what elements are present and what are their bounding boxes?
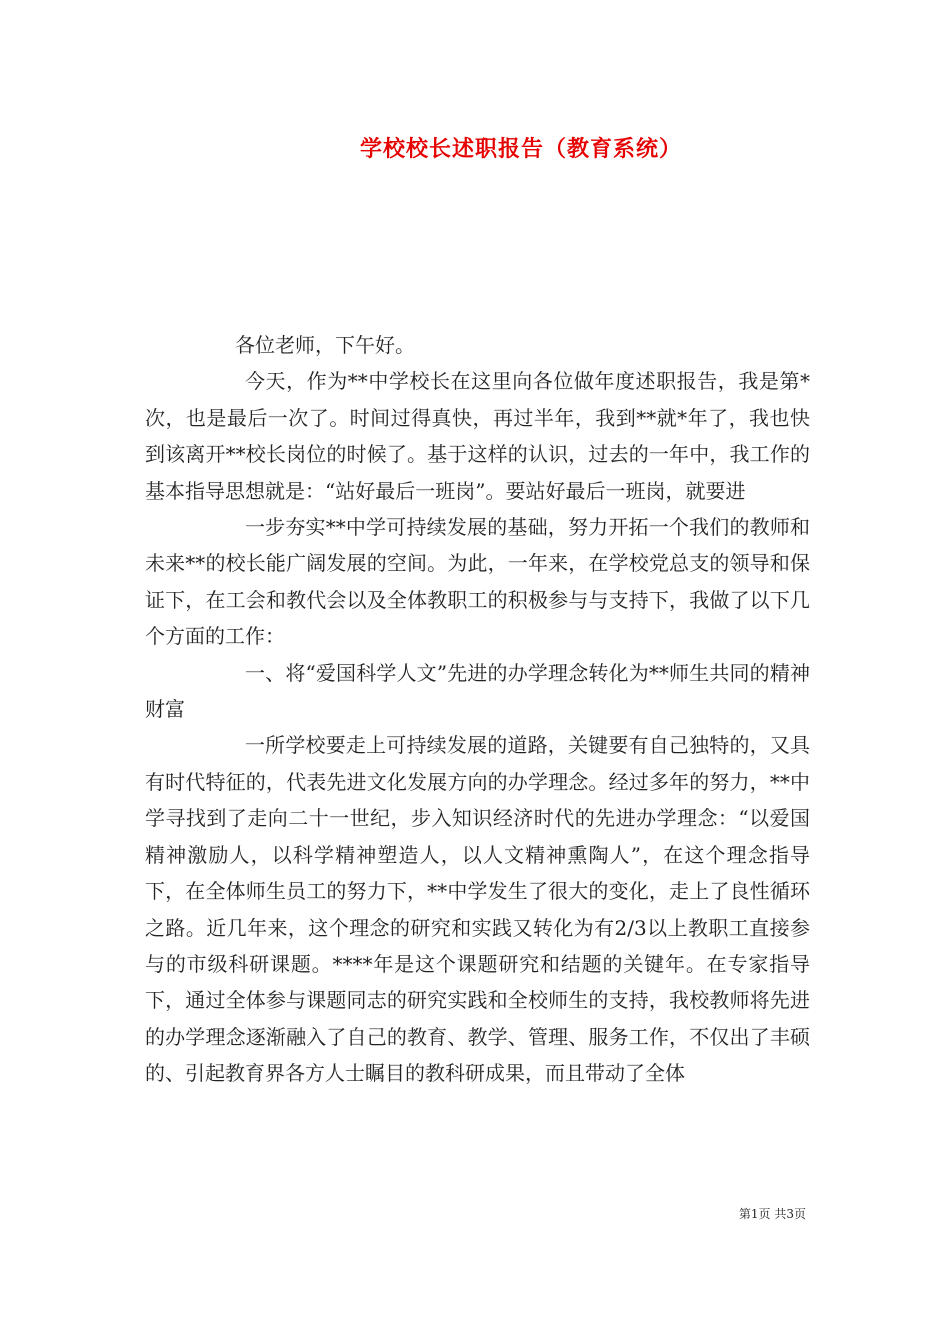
document-body — [145, 327, 810, 1092]
paragraph-work-overview: 一步夯实**中学可持续发展的基础，努力开拓一个我们的教师和未来**的校长能广阔发展的空间。为此，一年来，在学校党总支的领导和保证下，在工会和教代会以及全体教职工的积极参与与支持下，我做了以下几个方面的工作： — [145, 515, 810, 649]
footer-current-page: 1 — [750, 1207, 759, 1221]
footer-total-pages: 3 — [786, 1207, 794, 1221]
footer-prefix: 第 — [738, 1207, 751, 1221]
section-heading-1: 一、将“爱国科学人文”先进的办学理念转化为**师生共同的精神财富 — [145, 660, 810, 722]
paragraph-school-philosophy: 一所学校要走上可持续发展的道路，关键要有自己独特的，又具有时代特征的，代表先进文化发展方向的办学理念。经过多年的努力，**中学寻找到了走向二十一世纪，步入知识经济时代的先进办学理念：“以爱国精神激励人，以科学精神塑造人，以人文精神熏陶人”，在这个理念指导下，在全体师生员工的努力下，**中学发生了很大的变化，走上了良性循环之路。近几年来，这个理念的研究和实践又转化为有2/3以上教职工直接参与的市级科研课题。****年是这个课题研究和结题的关键年。在专家指导下，通过全体参与课题同志的研究实践和全校师生的支持，我校教师将先进的办学理念逐渐融入了自己的教育、教学、管理、服务工作，不仅出了丰硕的、引起教育界各方人士瞩目的教科研成果，而且带动了全体 — [145, 733, 810, 1086]
paragraph-greeting: 各位老师，下午好。 — [235, 333, 415, 357]
page-number-footer — [739, 1205, 806, 1222]
footer-suffix: 页 — [793, 1207, 806, 1221]
document-title: 学校校长述职报告（教育系统） — [359, 136, 682, 162]
paragraph-intro: 今天，作为**中学校长在这里向各位做年度述职报告，我是第*次，也是最后一次了。时间过得真快，再过半年，我到**就*年了，我也快到该离开**校长岗位的时候了。基于这样的认识，过去的一年中，我工作的基本指导思想就是：“站好最后一班岗”。要站好最后一班岗，就要进 — [145, 369, 810, 503]
footer-middle: 页 共 — [758, 1207, 787, 1221]
